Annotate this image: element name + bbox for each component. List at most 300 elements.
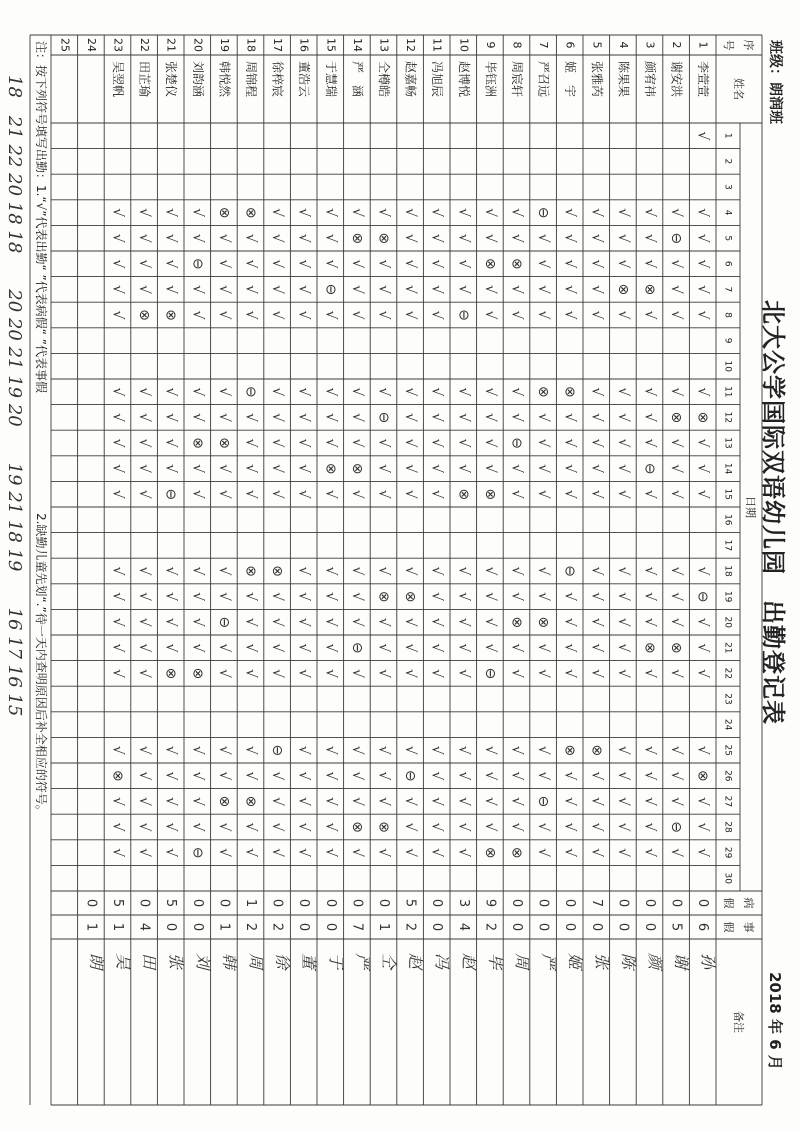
row-number: 23 [111, 38, 125, 52]
attendance-mark: √ [136, 848, 153, 858]
sheet-title: 北大公学国际双语幼儿园 出勤登记表 [759, 300, 787, 725]
attendance-mark: √ [614, 259, 631, 269]
remark-signature: 严 [352, 953, 372, 970]
attendance-mark: √ [402, 310, 419, 320]
attendance-mark: √ [428, 464, 445, 474]
attendance-mark: √ [295, 438, 312, 448]
attendance-mark: √ [375, 566, 392, 576]
attendance-mark: √ [402, 617, 419, 627]
sick-count: 5 [110, 898, 125, 908]
attendance-mark: √ [136, 566, 153, 576]
attendance-mark: √ [428, 233, 445, 243]
attendance-mark: √ [322, 208, 339, 218]
sick-count: 0 [562, 898, 578, 908]
attendance-mark: √ [455, 643, 472, 653]
personal-count: 4 [455, 922, 471, 932]
sick-count: 0 [376, 898, 391, 908]
attendance-mark: √ [109, 438, 126, 448]
attendance-mark: √ [136, 412, 153, 422]
personal-count: 0 [163, 922, 179, 932]
attendance-mark: √ [242, 822, 259, 832]
attendance-mark: √ [136, 233, 153, 243]
attendance-mark: ⊖ [162, 488, 179, 501]
attendance-mark: √ [242, 310, 259, 320]
attendance-mark: ⊖ [189, 257, 206, 270]
attendance-mark: √ [189, 412, 206, 422]
attendance-mark: √ [348, 668, 365, 678]
attendance-mark: √ [428, 848, 445, 858]
header-day: 14 [722, 462, 733, 475]
attendance-mark: √ [481, 822, 498, 832]
student-name: 周宸轩 [510, 61, 524, 98]
personal-count: 2 [269, 922, 285, 932]
attendance-mark: √ [481, 233, 498, 243]
attendance-mark: √ [375, 208, 392, 218]
attendance-mark: √ [348, 848, 365, 858]
attendance-mark: ⊖ [215, 616, 232, 629]
attendance-mark: √ [109, 464, 126, 474]
attendance-mark: √ [455, 284, 472, 294]
attendance-mark: √ [402, 848, 419, 858]
attendance-mark: √ [508, 412, 525, 422]
attendance-mark: √ [269, 848, 286, 858]
remark-signature: 徐 [273, 953, 293, 970]
attendance-mark: √ [588, 848, 605, 858]
attendance-mark: √ [109, 284, 126, 294]
header-sick: 病 [742, 897, 755, 909]
attendance-mark: ⊖ [535, 795, 552, 808]
attendance-mark: √ [269, 771, 286, 781]
attendance-mark: √ [242, 592, 259, 602]
row-number: 14 [350, 38, 364, 52]
attendance-mark: √ [588, 438, 605, 448]
remark-signature: 张 [166, 953, 186, 970]
sick-count: 1 [243, 898, 258, 908]
attendance-mark: √ [295, 771, 312, 781]
attendance-mark: √ [295, 233, 312, 243]
remark-signature: 仝 [379, 953, 399, 970]
student-name: 赵博悦 [456, 61, 471, 98]
attendance-mark: √ [641, 412, 658, 422]
attendance-mark: √ [481, 771, 498, 781]
attendance-mark: ⊗ [375, 821, 392, 833]
attendance-mark: √ [588, 668, 605, 678]
sick-count: 0 [509, 898, 524, 908]
attendance-mark: √ [189, 822, 206, 832]
attendance-mark: √ [162, 233, 179, 243]
attendance-mark: √ [242, 489, 259, 499]
attendance-mark: √ [455, 848, 472, 858]
remark-signature: 孙 [698, 953, 718, 970]
attendance-mark: √ [508, 771, 525, 781]
attendance-mark: √ [614, 233, 631, 243]
attendance-mark: √ [348, 617, 365, 627]
attendance-mark: √ [375, 284, 392, 294]
attendance-mark: √ [428, 566, 445, 576]
attendance-mark: √ [428, 745, 445, 755]
attendance-mark: ⊗ [668, 641, 685, 654]
attendance-mark: √ [109, 412, 126, 422]
attendance-mark: √ [375, 617, 392, 627]
attendance-mark: √ [561, 592, 578, 602]
attendance-mark: √ [402, 796, 419, 806]
attendance-mark: √ [348, 771, 365, 781]
personal-count: 0 [615, 922, 631, 932]
attendance-mark: √ [348, 387, 365, 397]
attendance-mark: √ [508, 387, 525, 397]
attendance-mark: √ [668, 284, 685, 294]
attendance-mark: √ [481, 438, 498, 448]
attendance-mark: √ [109, 233, 126, 243]
attendance-mark: √ [375, 310, 392, 320]
attendance-mark: √ [269, 438, 286, 448]
student-name: 严 涵 [350, 61, 365, 98]
student-name: 毕钰洲 [483, 61, 498, 98]
attendance-mark: √ [508, 208, 525, 218]
attendance-mark: √ [535, 233, 552, 243]
attendance-mark: ⊗ [375, 232, 392, 245]
attendance-mark: ⊗ [242, 206, 259, 219]
attendance-mark: √ [668, 796, 685, 806]
attendance-mark: √ [215, 464, 232, 474]
attendance-mark: ⊗ [641, 283, 658, 296]
attendance-mark: ⊗ [162, 667, 179, 680]
attendance-mark: √ [641, 592, 658, 602]
attendance-mark: √ [641, 771, 658, 781]
header-personal-2: 假 [722, 921, 735, 933]
attendance-mark: √ [561, 617, 578, 627]
attendance-mark: √ [162, 566, 179, 576]
attendance-mark: √ [162, 259, 179, 269]
attendance-mark: √ [109, 822, 126, 832]
header-day: 25 [722, 744, 733, 756]
sick-count: 0 [269, 898, 285, 908]
attendance-mark: √ [588, 412, 605, 422]
attendance-mark: √ [215, 233, 232, 243]
header-day: 27 [722, 795, 733, 808]
attendance-mark: √ [561, 259, 578, 269]
attendance-mark: √ [641, 438, 658, 448]
header-day: 4 [722, 209, 733, 216]
sick-count: 0 [189, 898, 205, 908]
attendance-mark: √ [694, 208, 711, 218]
attendance-mark: √ [428, 208, 445, 218]
attendance-mark: √ [109, 592, 126, 602]
personal-count: 1 [376, 922, 391, 932]
attendance-mark: √ [215, 310, 232, 320]
attendance-mark: √ [428, 412, 445, 422]
attendance-mark: √ [588, 643, 605, 653]
attendance-mark: √ [375, 848, 392, 858]
attendance-mark: √ [508, 233, 525, 243]
attendance-mark: √ [189, 310, 206, 320]
attendance-mark: √ [588, 617, 605, 627]
attendance-mark: ⊖ [402, 769, 419, 782]
remark-signature: 严 [539, 953, 559, 970]
attendance-mark: ⊖ [668, 232, 685, 245]
attendance-mark: √ [348, 566, 365, 576]
attendance-mark: √ [295, 208, 312, 218]
remark-signature: 毕 [485, 953, 505, 970]
header-seq: 序 [742, 39, 755, 51]
attendance-mark: ⊗ [162, 309, 179, 321]
remark-signature: 姬 [565, 953, 585, 970]
attendance-mark: √ [614, 438, 631, 448]
attendance-mark: √ [215, 592, 232, 602]
attendance-mark: √ [668, 848, 685, 858]
attendance-mark: √ [215, 412, 232, 422]
attendance-mark: √ [641, 668, 658, 678]
attendance-mark: √ [694, 233, 711, 243]
attendance-mark: √ [242, 284, 259, 294]
attendance-mark: √ [322, 668, 339, 678]
attendance-mark: √ [215, 848, 232, 858]
attendance-mark: √ [402, 387, 419, 397]
attendance-mark: √ [109, 259, 126, 269]
attendance-mark: √ [162, 771, 179, 781]
attendance-mark: √ [402, 464, 419, 474]
attendance-mark: √ [614, 464, 631, 474]
row-number: 10 [457, 38, 471, 52]
attendance-mark: √ [295, 489, 312, 499]
attendance-mark: √ [668, 617, 685, 627]
attendance-mark: ⊖ [508, 437, 525, 449]
attendance-mark: √ [588, 566, 605, 576]
attendance-mark: ⊗ [481, 846, 498, 859]
attendance-mark: ⊖ [375, 411, 392, 424]
attendance-mark: √ [402, 233, 419, 243]
attendance-mark: ⊗ [614, 283, 631, 296]
sick-count: 0 [322, 898, 338, 908]
attendance-mark: √ [348, 259, 365, 269]
attendance-mark: ⊗ [508, 846, 525, 859]
attendance-mark: √ [162, 412, 179, 422]
attendance-mark: ⊗ [402, 590, 419, 603]
attendance-mark: √ [428, 822, 445, 832]
header-day: 28 [722, 821, 733, 833]
remark-signature: 董 [299, 953, 319, 970]
attendance-mark: √ [508, 745, 525, 755]
remark-signature: 冯 [432, 953, 452, 970]
attendance-mark: √ [242, 643, 259, 653]
attendance-mark: √ [162, 438, 179, 448]
remark-signature: 吴 [113, 953, 133, 970]
attendance-mark: √ [162, 796, 179, 806]
attendance-mark: √ [162, 387, 179, 397]
remark-signature: 颜 [645, 953, 665, 970]
attendance-mark: √ [428, 643, 445, 653]
attendance-mark: √ [508, 796, 525, 806]
attendance-mark: ⊗ [348, 821, 365, 833]
attendance-mark: √ [215, 771, 232, 781]
remark-signature: 韩 [219, 953, 239, 970]
attendance-mark: ⊗ [242, 565, 259, 577]
attendance-mark: √ [402, 566, 419, 576]
sick-count: 0 [216, 898, 232, 908]
attendance-mark: √ [561, 284, 578, 294]
attendance-mark: √ [295, 848, 312, 858]
attendance-mark: √ [641, 566, 658, 576]
attendance-mark: √ [455, 745, 472, 755]
attendance-mark: √ [428, 387, 445, 397]
personal-count: 5 [668, 922, 684, 932]
attendance-mark: √ [641, 259, 658, 269]
attendance-mark: √ [242, 233, 259, 243]
attendance-mark: √ [375, 259, 392, 269]
footer-note: 注：按下列符号填写出勤：1.“√”代表出勤“ ”代表病假“ ”代表事假 2.缺勤儿童先划“.”待一天内查明原因后补全相应的符号。 [34, 41, 48, 817]
attendance-mark: √ [402, 489, 419, 499]
student-name: 于慧瑞 [323, 61, 338, 98]
attendance-mark: √ [668, 566, 685, 576]
attendance-mark: √ [402, 284, 419, 294]
attendance-mark: √ [242, 771, 259, 781]
attendance-mark: ⊖ [668, 821, 685, 833]
attendance-mark: √ [455, 233, 472, 243]
row-number: 6 [563, 41, 577, 49]
attendance-mark: √ [561, 438, 578, 448]
attendance-mark: √ [481, 566, 498, 576]
student-name: 周锦程 [244, 61, 258, 98]
student-name: 冯旭辰 [430, 61, 445, 98]
attendance-mark: √ [481, 643, 498, 653]
attendance-mark: √ [348, 489, 365, 499]
personal-count: 0 [509, 922, 524, 932]
attendance-mark: √ [322, 438, 339, 448]
personal-count: 0 [296, 922, 312, 932]
attendance-mark: √ [269, 796, 286, 806]
student-name: 刘韵涵 [190, 61, 205, 98]
attendance-mark: √ [694, 822, 711, 832]
header-day: 21 [722, 642, 733, 654]
student-name: 张雅芮 [589, 61, 604, 98]
remark-signature: 赵 [459, 953, 479, 970]
attendance-mark: √ [535, 566, 552, 576]
sick-count: 3 [455, 898, 471, 908]
attendance-mark: √ [614, 643, 631, 653]
attendance-mark: √ [189, 745, 206, 755]
remark-signature: 刘 [193, 953, 213, 970]
header-day: 11 [722, 386, 733, 398]
attendance-mark: ⊗ [215, 206, 232, 219]
personal-count: 2 [402, 922, 418, 932]
attendance-mark: √ [694, 643, 711, 653]
attendance-mark: √ [614, 489, 631, 499]
attendance-mark: √ [614, 796, 631, 806]
attendance-mark: √ [588, 489, 605, 499]
attendance-mark: ⊖ [189, 846, 206, 859]
attendance-mark: √ [402, 259, 419, 269]
attendance-mark: √ [109, 208, 126, 218]
attendance-mark: √ [668, 387, 685, 397]
sick-count: 0 [136, 898, 152, 908]
attendance-mark: √ [322, 592, 339, 602]
attendance-mark: √ [428, 617, 445, 627]
attendance-mark: √ [295, 284, 312, 294]
personal-count: 6 [695, 922, 711, 932]
attendance-mark: √ [295, 668, 312, 678]
attendance-mark: √ [508, 464, 525, 474]
attendance-mark: √ [614, 617, 631, 627]
attendance-mark: √ [535, 668, 552, 678]
attendance-mark: √ [269, 387, 286, 397]
student-name: 田芷瑜 [137, 61, 152, 98]
attendance-mark: √ [269, 464, 286, 474]
attendance-mark: √ [588, 592, 605, 602]
attendance-mark: √ [455, 464, 472, 474]
header-day: 12 [722, 411, 733, 424]
attendance-mark: √ [561, 668, 578, 678]
attendance-mark: √ [136, 387, 153, 397]
attendance-mark: ⊗ [189, 667, 206, 680]
personal-count: 1 [216, 922, 232, 932]
attendance-mark: ⊗ [508, 257, 525, 270]
student-name: 张楚仪 [164, 61, 179, 98]
attendance-mark: √ [242, 438, 259, 448]
row-number: 20 [191, 38, 205, 52]
attendance-mark: √ [162, 208, 179, 218]
sick-count: 0 [535, 898, 551, 908]
attendance-mark: √ [535, 643, 552, 653]
attendance-mark: √ [269, 310, 286, 320]
attendance-mark: √ [668, 668, 685, 678]
row-number: 5 [590, 41, 604, 49]
remark-signature: 赵 [406, 953, 426, 970]
attendance-mark: √ [295, 822, 312, 832]
attendance-mark: √ [162, 848, 179, 858]
attendance-mark: ⊗ [561, 744, 578, 757]
attendance-mark: √ [455, 617, 472, 627]
attendance-mark: √ [242, 617, 259, 627]
attendance-mark: ⊗ [375, 590, 392, 603]
attendance-mark: √ [136, 208, 153, 218]
attendance-mark: √ [136, 796, 153, 806]
attendance-mark: √ [455, 208, 472, 218]
attendance-mark: √ [322, 796, 339, 806]
attendance-mark: √ [242, 668, 259, 678]
attendance-mark: √ [348, 438, 365, 448]
attendance-mark: √ [641, 617, 658, 627]
attendance-mark: √ [535, 438, 552, 448]
attendance-mark: √ [455, 412, 472, 422]
attendance-mark: √ [215, 745, 232, 755]
attendance-mark: √ [269, 617, 286, 627]
attendance-mark: √ [162, 745, 179, 755]
attendance-mark: √ [614, 412, 631, 422]
attendance-mark: √ [588, 387, 605, 397]
attendance-mark: √ [109, 796, 126, 806]
remark-signature: 周 [512, 953, 532, 970]
student-name: 姬 宇 [563, 61, 578, 98]
attendance-mark: √ [136, 643, 153, 653]
attendance-mark: ⊗ [322, 462, 339, 475]
attendance-mark: √ [162, 822, 179, 832]
sick-count: 0 [429, 898, 445, 908]
attendance-mark: √ [215, 668, 232, 678]
attendance-mark: √ [508, 489, 525, 499]
attendance-mark: √ [428, 771, 445, 781]
personal-count: 0 [642, 922, 657, 932]
attendance-mark: √ [588, 822, 605, 832]
attendance-mark: ⊖ [561, 565, 578, 577]
header-day: 18 [722, 565, 733, 577]
sick-count: 5 [163, 898, 179, 908]
attendance-mark: ⊖ [535, 206, 552, 219]
attendance-mark: √ [375, 643, 392, 653]
attendance-mark: √ [561, 412, 578, 422]
sick-count: 0 [83, 898, 99, 908]
attendance-mark: √ [508, 284, 525, 294]
attendance-mark: √ [269, 822, 286, 832]
